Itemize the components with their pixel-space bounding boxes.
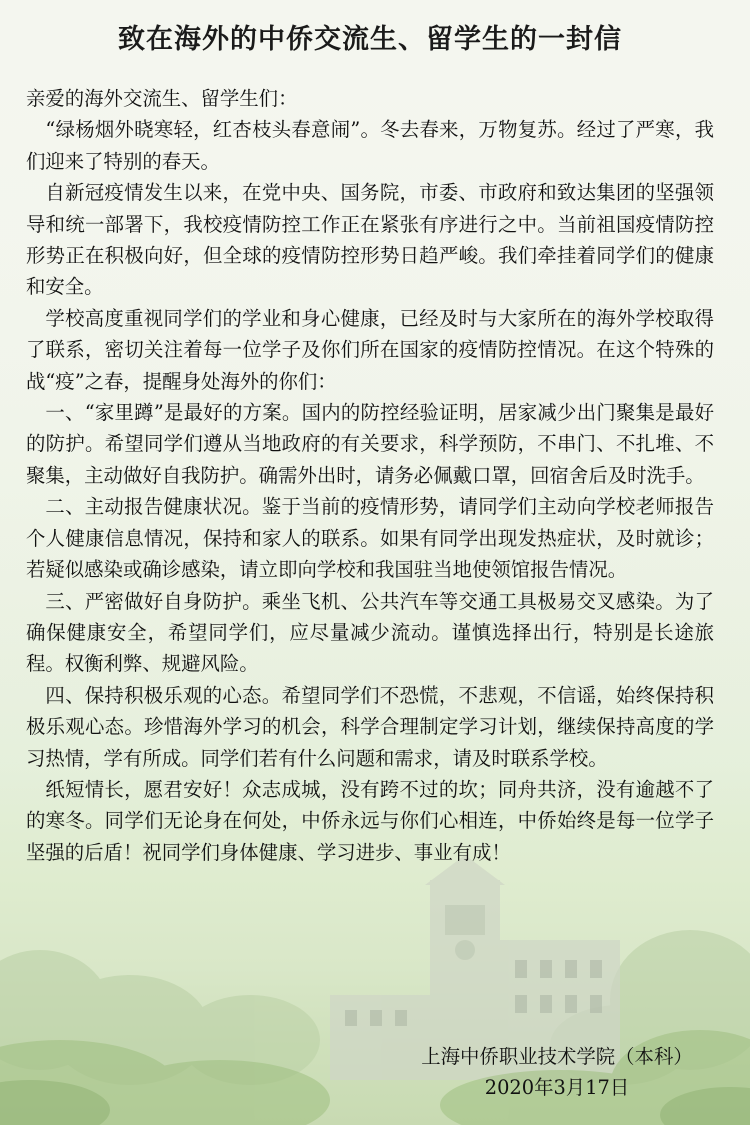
paragraph-opening: “绿杨烟外晓寒轻，红杏枝头春意闹”。冬去春来，万物复苏。经过了严寒，我们迎来了特别的春天。: [26, 118, 714, 173]
letter-body: [26, 83, 714, 868]
paragraph-situation: 自新冠疫情发生以来，在党中央、国务院，市委、市政府和致达集团的坚强领导和统一部署下，我校疫情防控工作正在紧张有序进行之中。当前祖国疫情防控形势正在积极向好，但全球的疫情防控形势日趋严峻。我们牵挂着同学们的健康和安全。: [26, 181, 714, 299]
signature-block: [402, 1041, 712, 1103]
salutation: 亲爱的海外交流生、留学生们：: [26, 87, 298, 110]
letter-title: 致在海外的中侨交流生、留学生的一封信: [118, 24, 622, 55]
signature-institution: 上海中侨职业技术学院（本科）: [421, 1045, 693, 1068]
paragraph-advice-report-health: 二、主动报告健康状况。鉴于当前的疫情形势，请同学们主动向学校老师报告个人健康信息情况，保持和家人的联系。如果有同学出现发热症状，及时就诊；若疑似感染或确诊感染，请立即向学校和我国驻当地使领馆报告情况。: [26, 495, 714, 582]
paragraph-school-concern: 学校高度重视同学们的学业和身心健康，已经及时与大家所在的海外学校取得了联系，密切关注着每一位学子及你们所在国家的疫情防控情况。在这个特殊的战“疫”之春，提醒身处海外的你们：: [26, 306, 714, 393]
paragraph-advice-protection: 三、严密做好自身防护。乘坐飞机、公共汽车等交通工具极易交叉感染。为了确保健康安全，希望同学们，应尽量减少流动。谨慎选择出行，特别是长途旅程。权衡利弊、规避风险。: [26, 589, 714, 676]
signature-date: 2020年3月17日: [484, 1076, 630, 1099]
paragraph-advice-stay-home: 一、“家里蹲”是最好的方案。国内的防控经验证明，居家减少出门聚集是最好的防护。希望同学们遵从当地政府的有关要求，科学预防，不串门、不扎堆、不聚集，主动做好自我防护。确需外出时，请务必佩戴口罩，回宿舍后及时洗手。: [26, 401, 714, 487]
paragraph-advice-attitude: 四、保持积极乐观的心态。希望同学们不恐慌，不悲观，不信谣，始终保持积极乐观心态。珍惜海外学习的机会，科学合理制定学习计划，继续保持高度的学习热情，学有所成。同学们若有什么问题和需求，请及时联系学校。: [26, 683, 714, 770]
paragraph-closing: 纸短情长，愿君安好！众志成城，没有跨不过的坎；同舟共济，没有逾越不了的寒冬。同学们无论身在何处，中侨永远与你们心相连，中侨始终是每一位学子坚强的后盾！祝同学们身体健康、学习进步、事业有成！: [26, 777, 714, 864]
